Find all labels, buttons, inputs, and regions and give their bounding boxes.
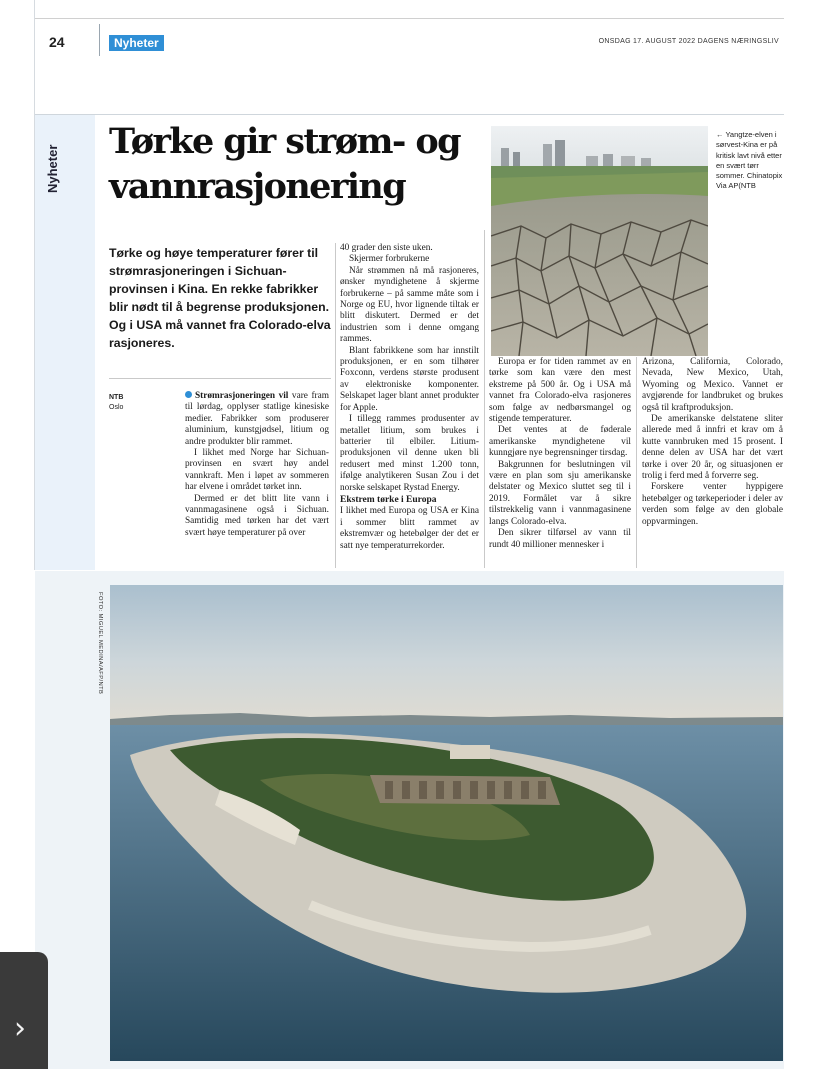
- lede-rule: [109, 378, 331, 379]
- paragraph: Europa er for tiden rammet av en tørke som kan være den mest ekstreme på 500 år. Og i USA må vannet fra Colorado-elva rasjoneres som følge av nedbørsmangel og stigende temperaturer.: [489, 357, 631, 425]
- header-divider: [99, 24, 100, 56]
- side-section-label: Nyheter: [45, 144, 60, 193]
- paragraph: I tillegg rammes produsenter av metallet litium, som brukes i batterier til elbiler. Litium-produksjonen vil denne uken bli redusert med minst 1.200 tonn, ifølge analytikeren Susan Zou i det norske selskapet Rystad Energy.: [340, 414, 479, 493]
- byline: [109, 393, 123, 413]
- paragraph: Blant fabrikkene som har innstilt produksjonen, er en som tilhører Foxconn, verdens største produsent av elektroniske komponenter. Selskapet lager blant annet produkter for Apple.: [340, 345, 479, 413]
- photo-dry-riverbed: [491, 126, 708, 356]
- paragraph: Dermed er det blitt lite vann i vannmagasinene også i Sichuan. Samtidig med tørken har det vært svært høye temperaturer på over: [185, 493, 329, 538]
- article-lede: Tørke og høye temperaturer fører til strømrasjoneringen i Sichuan-provinsen i Kina. En rekke fabrikker blir nødt til å begrense produksjonen. Og i USA må vannet fra Colorado-elva rasjoneres.: [109, 246, 331, 350]
- header-rule: [35, 18, 784, 19]
- body-column-4: [642, 357, 783, 528]
- bullet-dot-icon: [185, 391, 192, 398]
- paragraph: Bakgrunnen for beslutningen vil være en plan som sju amerikanske delstater og Mexico sluttet seg til i 2019. Formålet var å sikre tilstrekkelig vann i vannmagasinene langs Colorado-elva.: [489, 459, 631, 527]
- article-title: Tørke gir strøm- og vannrasjonering: [109, 121, 461, 207]
- paragraph: Arizona, California, Colorado, Nevada, New Mexico, Utah, Wyoming og Mexico. Vannet er avgjørende for landbruket og brukes også til kraftproduksjon.: [642, 357, 783, 413]
- paragraph: Det ventes at de føderale amerikanske myndighetene vil kunngjøre nye begrensninger tirsdag.: [489, 425, 631, 459]
- paragraph: 40 grader den siste uken.: [340, 243, 433, 253]
- inline-subhead: Skjermer forbrukerne: [349, 254, 430, 265]
- photo-cracked-earth-image: [491, 126, 708, 356]
- photo-aerial-peninsula-image: [110, 585, 783, 1061]
- photo-credit: FOTO: MIGUEL MEDINA/AFP/NTB: [97, 592, 103, 695]
- body-column-1: [185, 391, 329, 539]
- side-strip: [35, 115, 95, 570]
- body-column-2: [340, 243, 479, 552]
- paragraph: I likhet med Europa og USA er Kina i sommer blitt rammet av ekstremvær og hetebølger der det er satt nye temperaturrekorder.: [340, 506, 479, 551]
- dateline: ONSDAG 17. AUGUST 2022 DAGENS NÆRINGSLIV: [598, 38, 779, 45]
- byline-place: Oslo: [109, 404, 124, 411]
- paragraph: Når strømmen nå må rasjoneres, ønsker myndighetene å skjerme forbrukerne – på samme måte som i Norge og EU, hvor lignende tiltak er blitt diskutert. Dermed er det industrien som i denne omgang rammes.: [340, 265, 479, 345]
- section-tag: Nyheter: [109, 35, 164, 51]
- paragraph: De amerikanske delstatene sliter allerede med å innfri et krav om å kutte vannbruken med 15 prosent. I denne delen av USA har det vært tørke i over 20 år, og situasjonen er trolig i ferd med å forverre seg.: [642, 414, 783, 482]
- paragraph: Den sikrer tilførsel av vann til rundt 40 millioner mennesker i: [489, 528, 631, 550]
- chevron-right-icon[interactable]: ›: [14, 1011, 26, 1046]
- photo-caption: ← Yangtze-elven i sørvest-Kina er på kritisk lavt nivå etter en svært tørr sommer. Chinatopix Via AP(NTB: [716, 130, 783, 191]
- byline-agency: NTB: [109, 394, 124, 401]
- column-rule: [636, 357, 637, 568]
- paragraph: Forskere venter hyppigere hetebølger og tørkeperioder i deler av verden som følge av den globale oppvarmingen.: [642, 482, 783, 527]
- paragraph: [185, 391, 329, 448]
- body-column-3: [489, 357, 631, 551]
- photo-lake-peninsula: [110, 585, 783, 1061]
- page-number: 24: [49, 34, 65, 50]
- lead-in: Strømrasjoneringen vil: [195, 391, 289, 401]
- paragraph-text: vare fram til lørdag, opplyser statlige kinesiske medier. Fabrikker som produserer aluminium, kunstgjødsel, litium og andre produkter blir rammet.: [185, 391, 329, 447]
- paragraph: I likhet med Norge har Sichuan-provinsen en svært høy andel vannkraft. Men i løpet av sommeren har elvene i området tørket inn.: [185, 448, 329, 493]
- column-rule: [335, 243, 336, 568]
- subhead: Ekstrem tørke i Europa: [340, 494, 437, 505]
- column-rule: [484, 230, 485, 568]
